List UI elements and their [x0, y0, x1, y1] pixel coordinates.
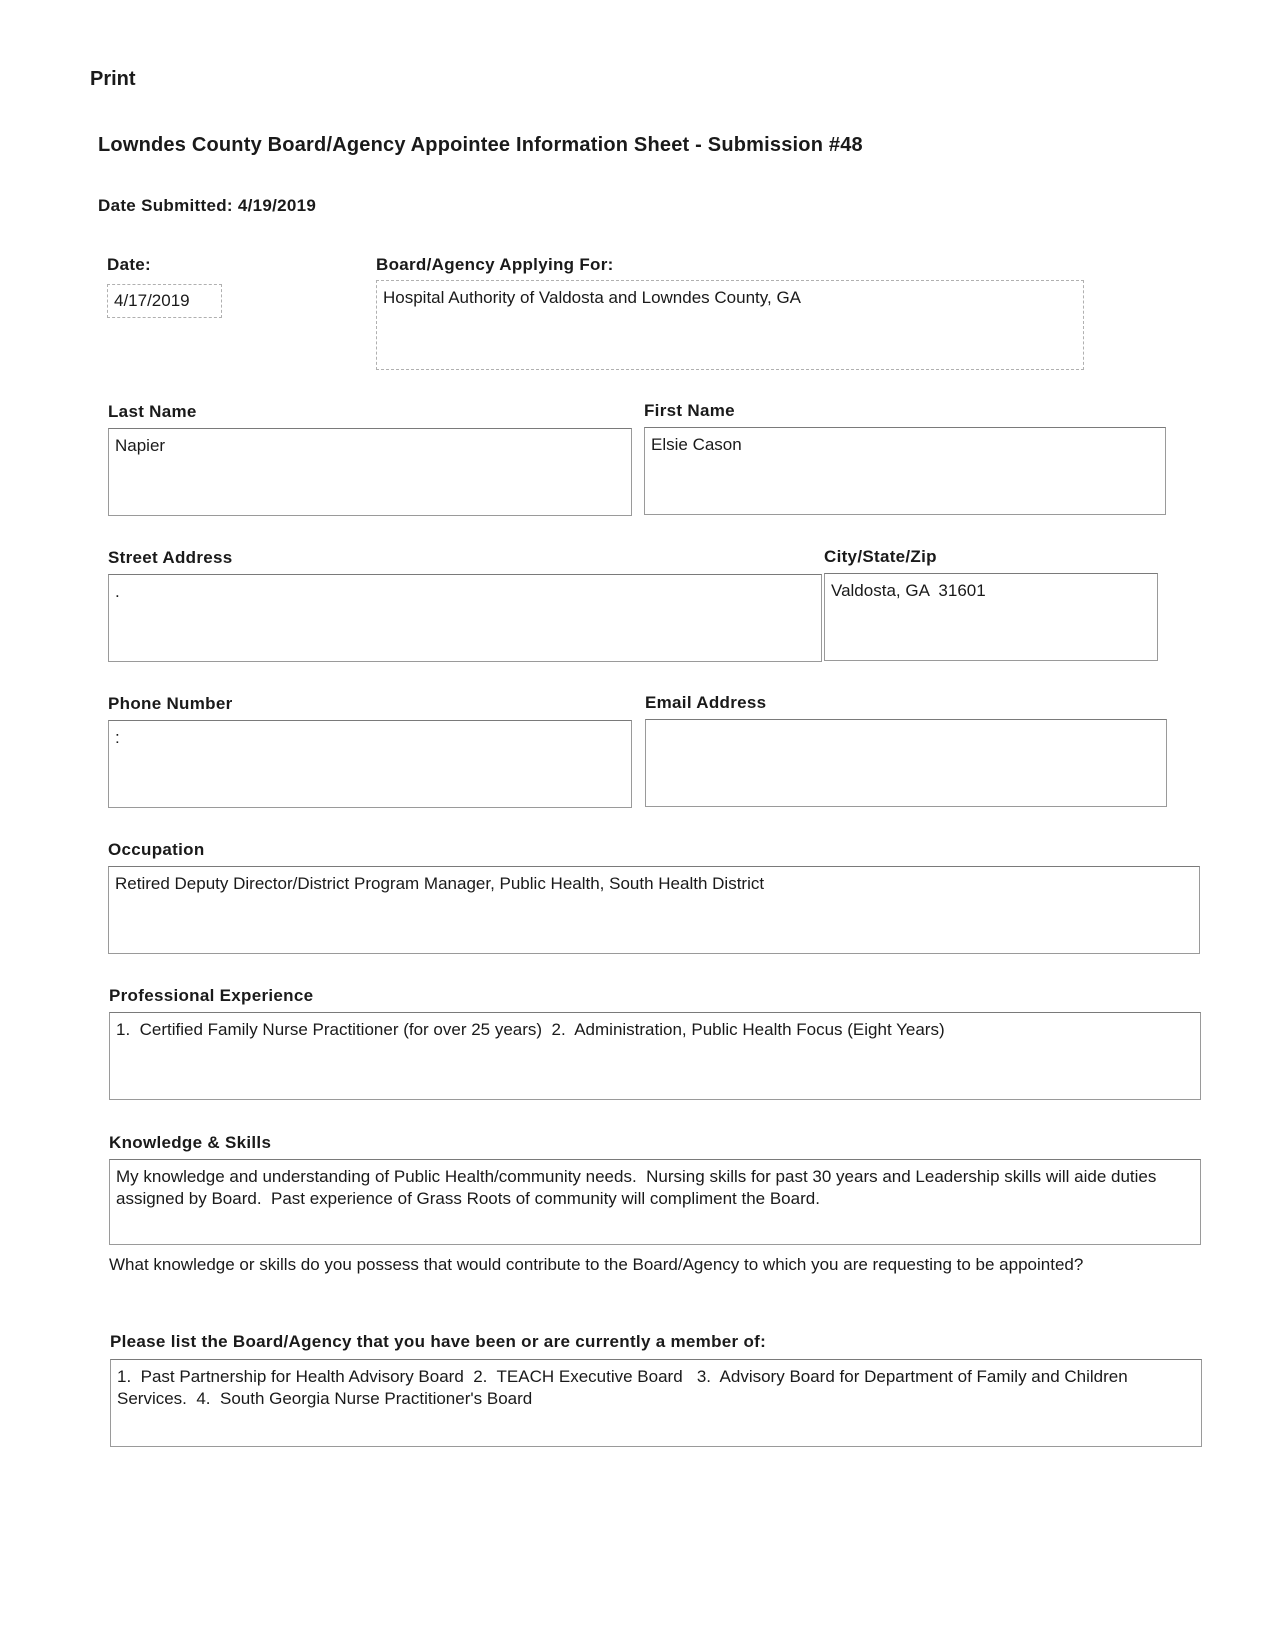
email-field[interactable] [645, 719, 1167, 807]
street-address-field[interactable]: . [108, 574, 822, 662]
form-title: Lowndes County Board/Agency Appointee Information Sheet - Submission #48 [98, 134, 863, 156]
last-name-label: Last Name [108, 402, 197, 421]
knowledge-skills-helper: What knowledge or skills do you possess that would contribute to the Board/Agency to which you are requesting to be appointed? [109, 1255, 1084, 1274]
print-link[interactable]: Print [90, 68, 136, 90]
city-state-zip-field[interactable]: Valdosta, GA 31601 [824, 573, 1158, 661]
street-address-label: Street Address [108, 548, 233, 567]
knowledge-skills-label: Knowledge & Skills [109, 1133, 272, 1152]
occupation-field[interactable]: Retired Deputy Director/District Program Manager, Public Health, South Health District [108, 866, 1200, 954]
boards-member-label: Please list the Board/Agency that you have been or are currently a member of: [110, 1332, 767, 1351]
boards-member-field[interactable]: 1. Past Partnership for Health Advisory Board 2. TEACH Executive Board 3. Advisory Board for Department of Family and Children Services. 4. South Georgia Nurse Practitioner's Board [110, 1359, 1202, 1447]
date-label: Date: [107, 255, 152, 274]
last-name-field[interactable]: Napier [108, 428, 632, 516]
phone-label: Phone Number [108, 694, 233, 713]
board-applying-field[interactable]: Hospital Authority of Valdosta and Lowndes County, GA [376, 280, 1084, 370]
date-field[interactable]: 4/17/2019 [107, 284, 222, 318]
professional-experience-field[interactable]: 1. Certified Family Nurse Practitioner (for over 25 years) 2. Administration, Public Health Focus (Eight Years) [109, 1012, 1201, 1100]
first-name-field[interactable]: Elsie Cason [644, 427, 1166, 515]
knowledge-skills-field[interactable]: My knowledge and understanding of Public Health/community needs. Nursing skills for past 30 years and Leadership skills will aide duties assigned by Board. Past experience of Grass Roots of community will compliment the Board. [109, 1159, 1201, 1245]
phone-field[interactable]: : [108, 720, 632, 808]
email-label: Email Address [645, 693, 767, 712]
professional-experience-label: Professional Experience [109, 986, 314, 1005]
city-state-zip-label: City/State/Zip [824, 547, 937, 566]
first-name-label: First Name [644, 401, 735, 420]
occupation-label: Occupation [108, 840, 205, 859]
date-submitted: Date Submitted: 4/19/2019 [98, 196, 317, 215]
board-applying-label: Board/Agency Applying For: [376, 255, 614, 274]
